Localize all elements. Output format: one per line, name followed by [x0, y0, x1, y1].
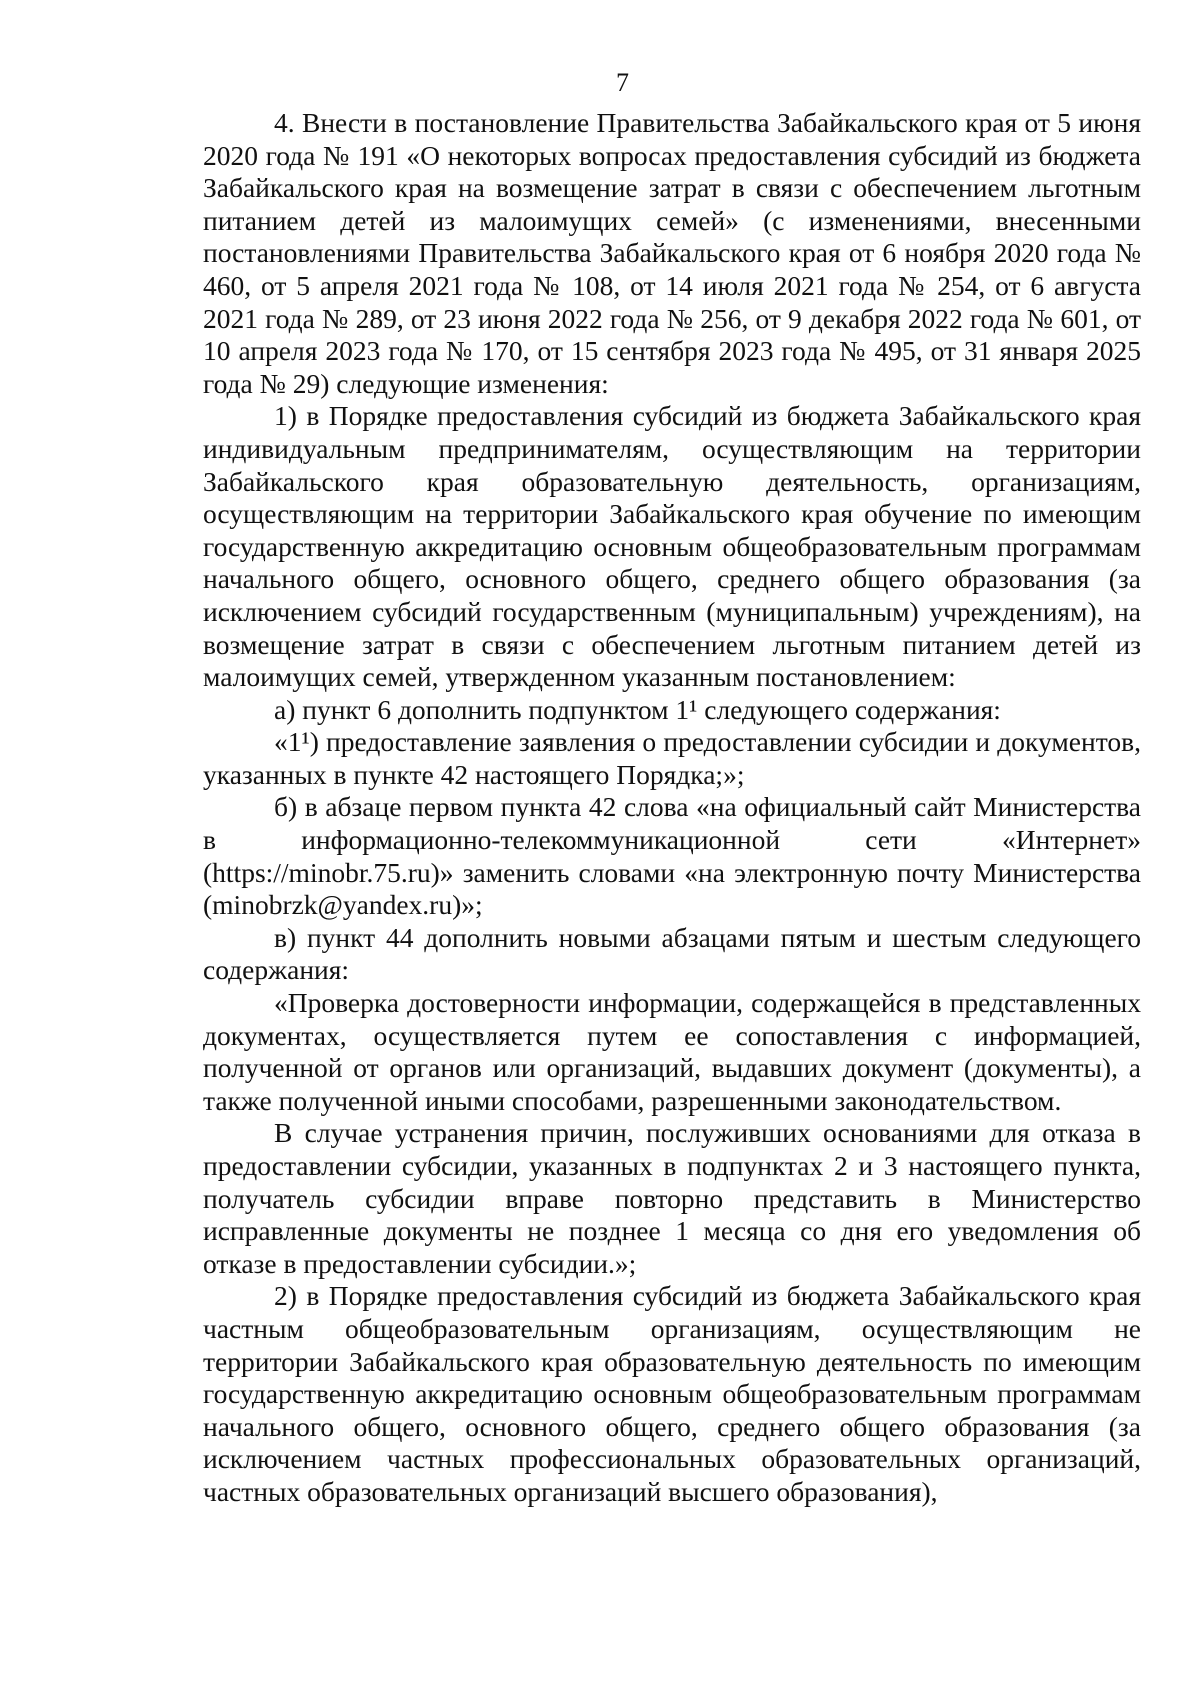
paragraph-quote-resubmission: В случае устранения причин, послуживших основаниями для отказа в предоставлении субсидии, указанных в подпунктах 2 и 3 настоящего пункта, получатель субсидии вправе повторно представить в Министерство исправленные документы не позднее 1 месяца со дня его уведомления об отказе в предоставлении субсидии.»; — [203, 1117, 1141, 1279]
paragraph-quote-verification: «Проверка достоверности информации, содержащейся в представленных документах, осуществляется путем ее сопоставления с информацией, полученной от органов или организаций, выдавших документ (документы), а также полученной иными способами, разрешенными законодательством. — [203, 987, 1141, 1116]
paragraph-letter-a: а) пункт 6 дополнить подпунктом 1¹ следующего содержания: — [274, 693, 1001, 725]
paragraph-quote-1-1: «1¹) предоставление заявления о предоставлении субсидии и документов, указанных в пункте 42 настоящего Порядка;»; — [203, 726, 1141, 790]
paragraph-subitem-1: 1) в Порядке предоставления субсидий из бюджета Забайкальского края индивидуальным предпринимателям, осуществляющим на территории Забайкальского края образовательную деятельность, организациям, осуществляющим на территории Забайкальского края обучение по имеющим государственную аккредитацию основным общеобразовательным программам начального общего, основного общего, среднего общего образования (за исключением субсидий государственным (муниципальным) учреждениям), на возмещение затрат в связи с обеспечением льготным питанием детей из малоимущих семей, утвержденном указанным постановлением: — [203, 400, 1141, 693]
paragraph-subitem-2: 2) в Порядке предоставления субсидий из бюджета Забайкальского края частным общеобразовательным организациям, осуществляющим не территории Забайкальского края образовательную деятельность по имеющим государственную аккредитацию основным общеобразовательным программам начального общего, основного общего, среднего общего образования (за исключением частных профессиональных образовательных организаций, частных образовательных организаций высшего образования), — [203, 1280, 1141, 1507]
document-body — [203, 107, 1141, 1509]
paragraph-item-4: 4. Внести в постановление Правительства Забайкальского края от 5 июня 2020 года № 191 «О некоторых вопросах предоставления субсидий из бюджета Забайкальского края на возмещение затрат в связи с обеспечением льготным питанием детей из малоимущих семей» (с изменениями, внесенными постановлениями Правительства Забайкальского края от 6 ноября 2020 года № 460, от 5 апреля 2021 года № 108, от 14 июля 2021 года № 254, от 6 августа 2021 года № 289, от 23 июня 2022 года № 256, от 9 декабря 2022 года № 601, от 10 апреля 2023 года № 170, от 15 сентября 2023 года № 495, от 31 января 2025 года № 29) следующие изменения: — [203, 107, 1141, 399]
paragraph-letter-b: б) в абзаце первом пункта 42 слова «на официальный сайт Министерства в информационно-телекоммуникационной сети «Интернет» (https://minobr.75.ru)» заменить словами «на электронную почту Министерства (minobrzk@yandex.ru)»; — [203, 791, 1141, 921]
page-number: 7 — [616, 68, 629, 97]
paragraph-letter-v: в) пункт 44 дополнить новыми абзацами пятым и шестым следующего содержания: — [203, 921, 1141, 986]
